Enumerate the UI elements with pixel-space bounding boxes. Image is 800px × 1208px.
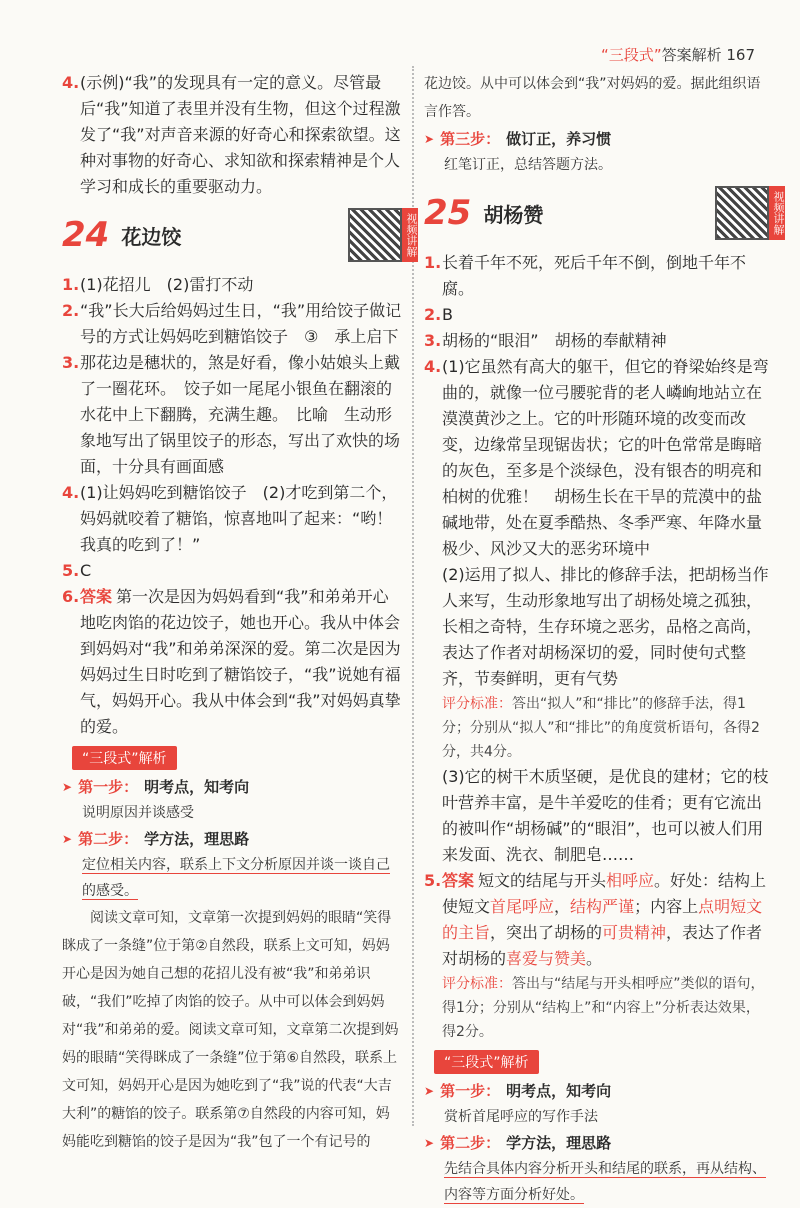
item-text: B — [442, 305, 453, 324]
step-text: 明考点，知考向 — [144, 778, 250, 796]
step-note: 说明原因并谈感受 — [82, 805, 194, 821]
header-prefix: “三段式” — [601, 46, 662, 64]
scoring-standard — [424, 972, 769, 1044]
item-text: C — [80, 561, 92, 580]
arrow-icon: ➤ — [62, 780, 73, 794]
arrow-icon: ➤ — [424, 132, 435, 146]
step-label: 第一步： — [78, 778, 139, 796]
answer-item — [62, 272, 402, 298]
analysis-banner: “三段式”解析 — [72, 746, 177, 770]
answer-item — [424, 328, 769, 354]
answer-text: ；内容上 — [634, 897, 699, 916]
item-number: 2. — [424, 305, 442, 324]
answer-item — [62, 70, 402, 200]
answer-highlight: 相呼应 — [606, 871, 655, 890]
step-text: 明考点，知考向 — [506, 1082, 612, 1100]
item-number: 4. — [62, 483, 80, 502]
answer-text: 。好处：结构上使短文 — [442, 871, 767, 916]
score-text: 答出“拟人”和“排比”的修辞手法，得1分；分别从“拟人”和“排比”的角度赏析语句，各得2分，共4分。 — [442, 696, 760, 760]
answer-text: ， — [554, 897, 571, 916]
arrow-icon: ➤ — [424, 1136, 435, 1150]
analysis-banner: “三段式”解析 — [434, 1050, 539, 1074]
item-number: 3. — [424, 331, 442, 350]
step-one — [424, 1078, 769, 1104]
step-three — [424, 126, 769, 152]
scoring-standard — [424, 692, 769, 764]
answer-item — [62, 298, 402, 350]
step-note: 赏析首尾呼应的写作手法 — [444, 1109, 598, 1125]
answer-item — [424, 868, 769, 972]
item-number: 1. — [424, 253, 442, 272]
page-header — [601, 44, 755, 65]
step-note: 先结合具体内容分析开头和结尾的联系，再从结构、内容等方面分析好处。 — [444, 1161, 766, 1203]
item-text: (1)让妈妈吃到糖馅饺子 (2)才吃到第二个，妈妈就咬着了糖馅，惊喜地叫了起来：“哟！我真的吃到了！” — [80, 483, 398, 554]
step-note: 红笔订正，总结答题方法。 — [444, 157, 612, 173]
item-number: 6. — [62, 587, 80, 606]
item-text: 长着千年不死，死后千年不倒，倒地千年不腐。 — [442, 253, 747, 298]
step-label: 第一步： — [440, 1082, 501, 1100]
answer-item — [62, 584, 402, 740]
answer-text: 短文的结尾与开头 — [478, 871, 607, 890]
item-number: 4. — [424, 357, 442, 376]
section-number: 25 — [424, 193, 472, 233]
item-number: 5. — [62, 561, 80, 580]
answer-item — [424, 250, 769, 302]
answer-item — [62, 558, 402, 584]
item-text — [80, 584, 402, 740]
arrow-icon: ➤ — [62, 832, 73, 846]
arrow-icon: ➤ — [424, 1084, 435, 1098]
score-label: 评分标准： — [442, 976, 512, 992]
handwritten-paragraph: 花边饺。从中可以体会到“我”对妈妈的爱。据此组织语言作答。 — [424, 76, 761, 120]
step-two — [62, 826, 402, 852]
left-column — [62, 70, 418, 1156]
item-number: 1. — [62, 275, 80, 294]
answer-text: ，突出了胡杨的 — [490, 923, 603, 942]
answer-item — [62, 480, 402, 558]
item-text: (1)它虽然有高大的躯干，但它的脊梁始终是弯曲的，就像一位弓腰驼背的老人嶙峋地站立在漠漠黄沙之上。它的叶形随环境的改变而改变，边缘常呈现锯齿状；它的叶色常常是晦暗的灰色，至多是个淡绿色，没有银杏的明亮和柏树的优雅！ 胡杨生长在干旱的荒漠中的盐碱地带，处在夏季酷热、冬季严寒、年降水量极少、风沙又大的恶劣环境中 — [442, 357, 769, 558]
answer-text: ，表达了作者对胡杨的 — [442, 923, 763, 968]
item-text: (3)它的树干木质坚硬，是优良的建材；它的枝叶营养丰富，是牛羊爱吃的佳肴；更有它流出的被叫作“胡杨碱”的“眼泪”，也可以被人们用来发面、洗衣、制肥皂…… — [442, 767, 769, 864]
qr-code-icon[interactable] — [348, 208, 418, 262]
item-text: 胡杨的“眼泪” 胡杨的奉献精神 — [442, 331, 667, 350]
item-text: (2)运用了拟人、排比的修辞手法，把胡杨当作人来写，生动形象地写出了胡杨处境之孤独，长相之奇特，生存环境之恶劣，品格之高尚，表达了作者对胡杨深切的爱，同时使句式整齐，节奏鲜明，更有气势 — [442, 565, 769, 688]
item-text: (1)花招儿 (2)雷打不动 — [80, 275, 254, 294]
right-column — [424, 70, 785, 1208]
answer-subitem — [424, 562, 769, 692]
section-number: 24 — [62, 215, 110, 255]
step-label: 第二步： — [440, 1134, 501, 1152]
step-note: 定位相关内容，联系上下文分析原因并谈一谈自己的感受。 — [82, 857, 390, 899]
item-number: 2. — [62, 301, 80, 320]
step-text: 学方法，理思路 — [144, 830, 250, 848]
answer-label: 答案 — [442, 871, 475, 890]
score-label: 评分标准： — [442, 696, 512, 712]
step-label: 第三步： — [440, 130, 501, 148]
item-text: “我”长大后给妈妈过生日，“我”用给饺子做记号的方式让妈妈吃到糖馅饺子 ③ 承上启下 — [80, 301, 402, 346]
answer-subitem — [424, 764, 769, 868]
handwritten-paragraph: 阅读文章可知，文章第一次提到妈妈的眼睛“笑得眯成了一条缝”位于第②自然段，联系上文可知，妈妈开心是因为她自己想的花招儿没有被“我”和弟弟识破，“我们”吃掉了肉馅的饺子。从中可以体会到妈妈对“我”和弟弟的爱。阅读文章可知，文章第二次提到妈妈的眼睛“笑得眯成了一条缝”位于第⑥自然段，联系上文可知，妈妈开心是因为她吃到了“我”说的代表“大吉大利”的糖馅的饺子。联系第⑦自然段的内容可知，妈妈能吃到糖馅的饺子是因为“我”包了一个有记号的 — [62, 910, 399, 1150]
answer-item — [424, 302, 769, 328]
score-text: 答出与“结尾与开头相呼应”类似的语句，得1分；分别从“结构上”和“内容上”分析表达效果，得2分。 — [442, 976, 765, 1040]
qr-tag: 视频讲解 — [402, 208, 418, 262]
item-number: 3. — [62, 353, 80, 372]
answer-item — [62, 350, 402, 480]
item-text: 那花边是穗状的，煞是好看，像小姑娘头上戴了一圈花环。 饺子如一尾尾小银鱼在翻滚的水花中上下翻腾，充满生趣。 比喻 生动形象地写出了锅里饺子的形态，写出了欢快的场面，十分具有画面感 — [80, 353, 401, 476]
section-title: 花边饺 — [121, 224, 182, 249]
answer-highlight: 点明短文的主旨 — [442, 897, 763, 942]
answer-highlight: 首尾呼应 — [490, 897, 555, 916]
answer-highlight: 结构严谨 — [570, 897, 635, 916]
item-number: 4. — [62, 73, 80, 92]
answer-text: 。 — [586, 949, 603, 968]
section-title: 胡杨赞 — [483, 202, 544, 227]
header-rest: 答案解析 167 — [661, 46, 755, 64]
answer-highlight: 喜爱与赞美 — [506, 949, 587, 968]
answer-label: 答案 — [80, 587, 113, 606]
step-one — [62, 774, 402, 800]
step-label: 第二步： — [78, 830, 139, 848]
answer-item — [424, 354, 769, 562]
item-number: 5. — [424, 871, 442, 890]
qr-tag: 视频讲解 — [769, 186, 785, 240]
section-heading — [62, 208, 418, 262]
section-heading — [424, 186, 785, 240]
item-text: (示例)“我”的发现具有一定的意义。尽管最后“我”知道了表里并没有生物，但这个过程激发了“我”对声音来源的好奇心和探索欲望。这种对事物的好奇心、求知欲和探索精神是个人学习和成长的重要驱动力。 — [80, 73, 401, 196]
step-two — [424, 1130, 769, 1156]
qr-code-icon[interactable] — [715, 186, 785, 240]
step-text: 学方法，理思路 — [506, 1134, 612, 1152]
item-text — [442, 868, 769, 972]
step-text: 做订正，养习惯 — [506, 130, 612, 148]
answer-highlight: 可贵精神 — [602, 923, 667, 942]
answer-text: 第一次是因为妈妈看到“我”和弟弟开心地吃肉馅的花边饺子，她也开心。我从中体会到妈妈对“我”和弟弟深深的爱。第二次是因为妈妈过生日时吃到了糖馅饺子，“我”说她有福气，妈妈开心。我从中体会到“我”对妈妈真挚的爱。 — [80, 587, 401, 736]
